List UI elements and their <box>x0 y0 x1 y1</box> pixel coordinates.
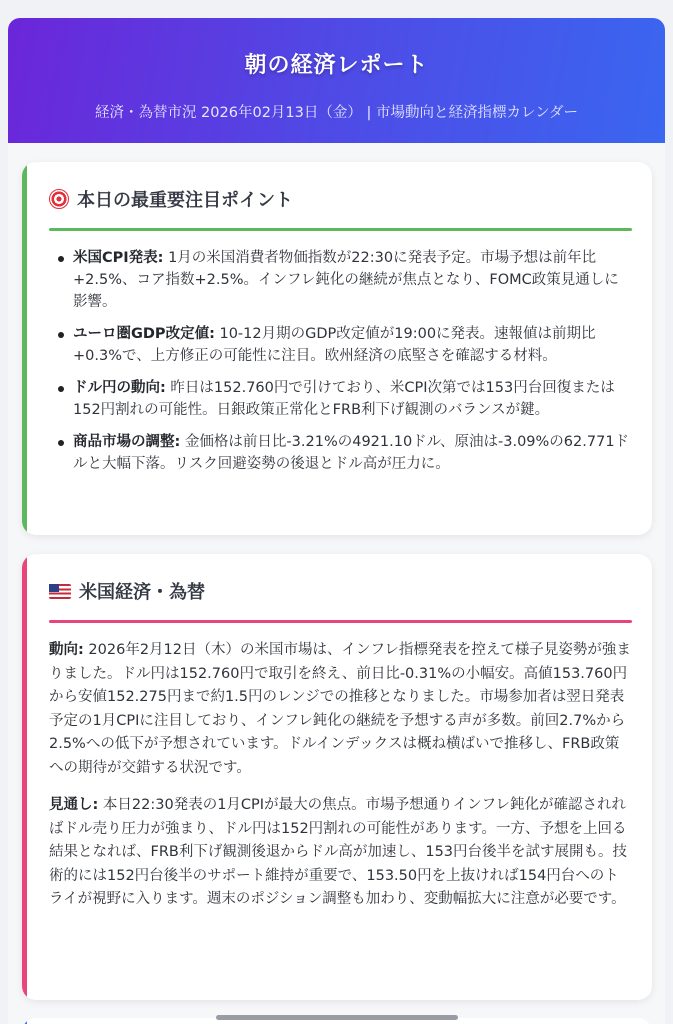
focus-point-item <box>73 431 632 475</box>
page-title: 朝の経済レポート <box>244 53 429 78</box>
page-subtitle: 経済・為替市況 2026年02月13日（金） | 市場動向と経済指標カレンダー <box>94 105 579 121</box>
paragraph-label: 動向: <box>49 642 84 658</box>
report-header <box>8 18 665 143</box>
us-economy-card <box>22 554 652 1000</box>
focus-point-label: ユーロ圏GDP改定値: <box>73 326 215 342</box>
target-icon <box>49 189 69 209</box>
next-accent-bar <box>22 1018 27 1024</box>
focus-point-text: 10-12月期のGDP改定値が19:00に発表。速報値は前期比+0.3%で、上方修正の可能性に注目。欧州経済の底堅さを確認する材料。 <box>73 326 596 364</box>
focus-accent-bar <box>22 162 27 535</box>
focus-divider <box>49 228 632 231</box>
us-outlook-paragraph <box>49 794 632 912</box>
focus-points-card <box>22 162 652 535</box>
focus-point-text: 1月の米国消費者物価指数が22:30に発表予定。市場予想は前年比+2.5%、コア指数+2.5%。インフレ鈍化の継続が焦点となり、FOMC政策見通しに影響。 <box>73 250 619 310</box>
focus-card-title: 本日の最重要注目ポイント <box>77 190 293 211</box>
us-trend-paragraph <box>49 639 632 780</box>
us-accent-bar <box>22 554 27 1000</box>
focus-point-label: 商品市場の調整: <box>73 434 181 450</box>
focus-point-item <box>73 247 632 313</box>
focus-point-label: ドル円の動向: <box>73 380 166 396</box>
focus-point-item <box>73 323 632 367</box>
focus-point-text: 金価格は前日比-3.21%の4921.10ドル、原油は-3.09%の62.771ドルと大幅下落。リスク回避姿勢の後退とドル高が圧力に。 <box>73 434 630 472</box>
us-card-title: 米国経済・為替 <box>79 582 205 603</box>
focus-point-text: 昨日は152.760円で引けており、米CPI次第では153円台回復または152円割れの可能性。日銀政策正常化とFRB利下げ観測のバランスが鍵。 <box>73 380 615 418</box>
paragraph-label: 見通し: <box>49 797 99 813</box>
focus-point-item <box>73 377 632 421</box>
focus-point-list <box>49 247 632 475</box>
paragraph-text: 本日22:30発表の1月CPIが最大の焦点。市場予想通りインフレ鈍化が確認されればドル売り圧力が強まり、ドル円は152円割れの可能性があります。一方、予想を上回る結果となれば、FRB利下げ観測後退からドル高が加速し、153円台後半を試す展開も。技術的には152円台後半のサポート維持が重要で、153.50円を上抜ければ154円台へのトライが視野に入ります。週末のポジション調整も加わり、変動幅拡大に注意が必要です。 <box>49 797 628 907</box>
us-flag-icon <box>49 584 71 599</box>
report-page <box>8 18 665 1024</box>
us-divider <box>49 620 632 623</box>
focus-point-label: 米国CPI発表: <box>73 250 164 266</box>
home-indicator[interactable] <box>216 1015 458 1020</box>
paragraph-text: 2026年2月12日（木）の米国市場は、インフレ指標発表を控えて様子見姿勢が強まりました。ドル円は152.760円で取引を終え、前日比-0.31%の小幅安。高値153.760円から安値152.275円まで約1.5円のレンジでの推移となりました。市場参加者は翌日発表予定の1月CPIに注目しており、インフレ鈍化の継続を予想する声が多数。前回2.7%から2.5%への低下が予想されています。ドルインデックスは概ね横ばいで推移し、FRB政策への期待が交錯する状況です。 <box>49 642 631 776</box>
focus-card-header <box>49 184 632 214</box>
us-card-header <box>49 576 632 606</box>
